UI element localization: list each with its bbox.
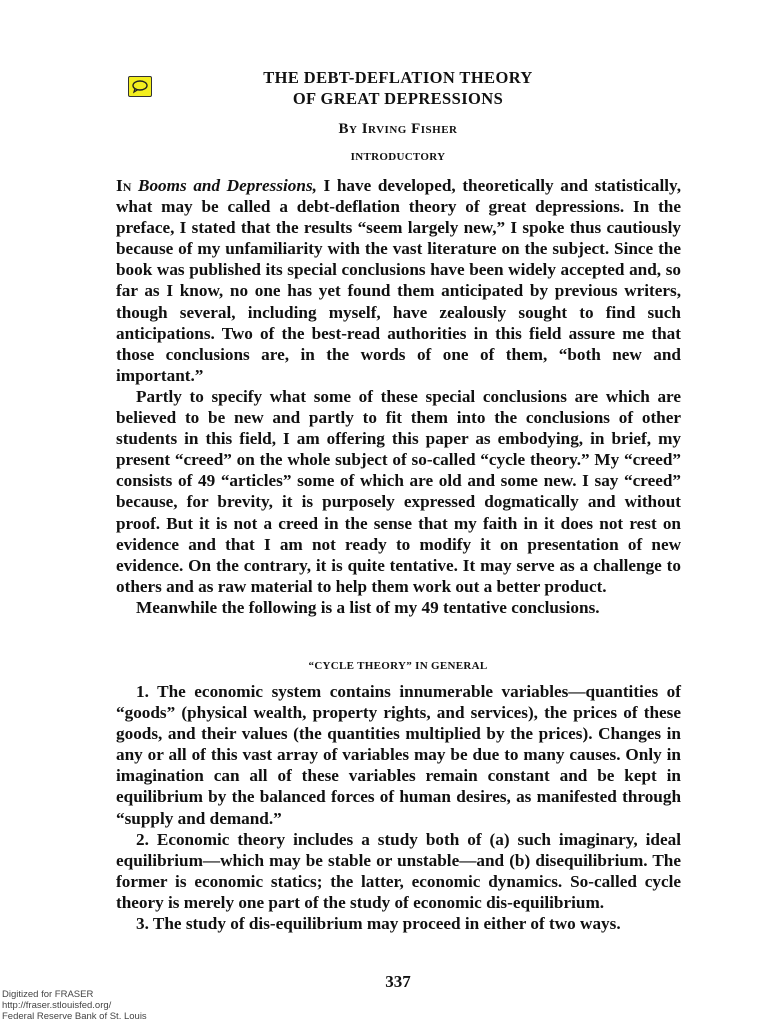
section-heading-introductory: INTRODUCTORY — [350, 151, 446, 163]
footer-line-1: Digitized for FRASER — [2, 989, 94, 1000]
comment-icon[interactable] — [128, 76, 152, 97]
byline — [150, 121, 646, 138]
paragraph-2: Partly to specify what some of these special conclusions are which are believed to be new and partly to fit them into the conclusions of other students in this field, I am offering this paper as embodying, in brief, my present “creed” on the whole subject of so-called “cycle theory.” My “creed” consists of 49 “articles” some of which are old and some new. I say “creed” because, for brevity, it is purposely expressed dogmatically and without proof. But it is not a creed in the sense that my faith in it does not rest on evidence and that I am not ready to modify it on presentation of new evidence. On the contrary, it is quite tentative. It may serve as a challenge to others and as raw material to help them work out a better product. — [116, 386, 681, 596]
article-1: 1. The economic system contains innumerable variables—quantities of “goods” (physical wealth, property rights, and services), the prices of these goods, and their values (the quantities multiplied by the prices). Changes in any or all of this vast array of variables may be due to many causes. Only in imagination can all of these variables remain constant and be kept in equilibrium by the balanced forces of human desires, as manifested through “supply and demand.” — [116, 682, 681, 828]
section-heading-cycle-theory: “CYCLE THEORY” IN GENERAL — [308, 660, 488, 672]
page-number: 337 — [385, 972, 411, 991]
footer-line-3: Federal Reserve Bank of St. Louis — [2, 1011, 147, 1022]
page-title-line-2: OF GREAT DEPRESSIONS — [292, 89, 504, 108]
paragraph-1-body: I have developed, theoretically and statistically, what may be called a debt-deflation theory of great depressions. In the preface, I stated that the results “seem largely new,” I spoke thus cautiously because of my unfamiliarity with the vast literature on the subject. Since the book was published its special conclusions have been widely accepted and, so far as I know, no one has yet found them anticipated by previous writers, though several, including myself, have zealously sought to find such anticipations. Two of the best-read authorities in this field assure me that those conclusions are, in the words of one of them, “both new and important.” — [116, 176, 681, 385]
cycle-theory-text — [116, 681, 681, 934]
paragraph-3: Meanwhile the following is a list of my 49 tentative conclusions. — [136, 597, 600, 617]
footer-link[interactable]: http://fraser.stlouisfed.org/ — [2, 1000, 112, 1011]
article-2: 2. Economic theory includes a study both of (a) such imaginary, ideal equilibrium—which may be stable or unstable—and (b) disequilibrium. The former is economic statics; the latter, economic dynamics. So-called cycle theory is merely one part of the study of economic dis-equilibrium. — [116, 829, 681, 912]
paragraph-1 — [116, 175, 681, 386]
paragraph-1-lead: In — [116, 176, 132, 195]
article-3: 3. The study of dis-equilibrium may proceed in either of two ways. — [136, 914, 621, 934]
digitization-footer — [2, 989, 147, 1022]
book-title: Booms and Depressions, — [137, 176, 317, 195]
page-title-line-1: THE DEBT-DEFLATION THEORY — [263, 68, 533, 87]
author-name: Irving Fisher — [361, 121, 458, 137]
introductory-text — [116, 175, 681, 618]
byline-by: By — [338, 121, 358, 137]
